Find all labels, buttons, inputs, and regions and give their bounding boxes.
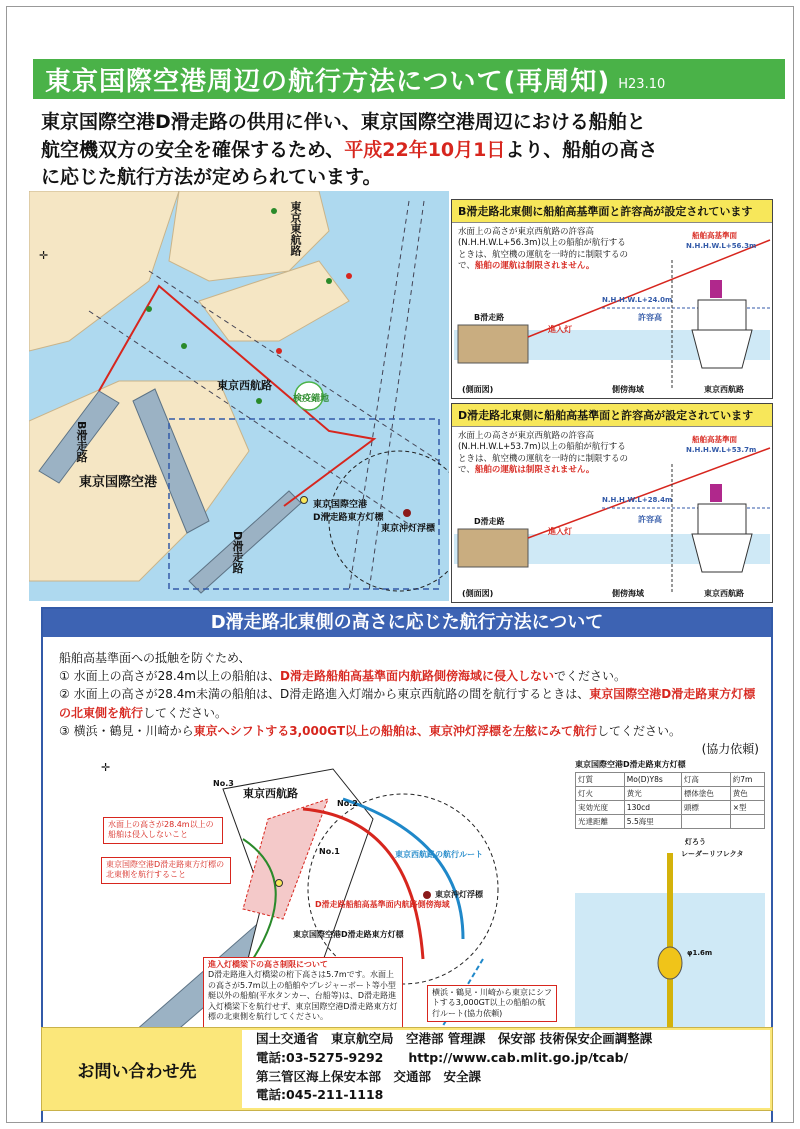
- panel-b-header: B滑走路北東側に船舶高基準面と許容高が設定されています: [452, 200, 772, 223]
- compass-icon: ✛: [39, 249, 49, 262]
- rule-2-red: 東京国際空港D滑走路東方灯標の北東側を航行: [59, 687, 756, 720]
- rule-1: [59, 667, 759, 685]
- overview-map: [29, 191, 449, 601]
- spec-cell: 約7m: [730, 773, 764, 787]
- intro-line-1: 東京国際空港D滑走路の供用に伴い、東京国際空港周辺における船舶と: [41, 111, 646, 133]
- spec-cell: ×型: [730, 801, 764, 815]
- light-beacon-spec: [575, 759, 765, 1059]
- spec-cell: 黄色: [730, 787, 764, 801]
- rule-1-red: D滑走路船舶高基準面内航路側傍海域: [279, 669, 482, 684]
- spec-cell: 光達距離: [576, 815, 625, 829]
- spec-cell: 標体塗色: [681, 787, 730, 801]
- section-header: D滑走路北東側の高さに応じた航行方法について: [43, 609, 771, 637]
- map2-no1: No.1: [319, 847, 340, 856]
- panel-b-allow-val: N.H.H.W.L+24.0m: [602, 296, 673, 304]
- west-route-label: 東京西航路: [217, 379, 272, 392]
- rule-3-red: 東京へシフトする3,000GT以上の船舶は、東京沖灯浮標を左舷にみて航行: [193, 723, 598, 738]
- panel-runway-d: [451, 403, 773, 603]
- intro-line-2a: 航空機双方の安全を確保するため、: [41, 138, 345, 161]
- map2-buoy: 東京沖灯浮標: [435, 890, 483, 899]
- issue-date: H23.10: [618, 76, 666, 92]
- rule-2: [59, 685, 759, 721]
- panel-d-ref-val: N.H.H.W.L+53.7m: [686, 446, 757, 454]
- map2-box: [203, 957, 403, 1035]
- map2-east-route: 東京西航路の航行ルート: [395, 850, 483, 859]
- anchorage-label: 検疫錨地: [293, 394, 330, 404]
- panel-b-approach: 進入灯: [548, 325, 572, 334]
- compass-2-icon: ✛: [101, 761, 111, 774]
- panel-runway-b: [451, 199, 773, 399]
- panel-d-allow-val: N.H.H.W.L+28.4m: [602, 496, 673, 504]
- spec-row: [576, 801, 765, 815]
- panel-d-view: (側面図): [462, 589, 494, 598]
- effective-date: 平成22年10月1日: [344, 138, 506, 161]
- map2-no3: No.3: [213, 779, 234, 788]
- contact-label: お問い合わせ先: [77, 1061, 197, 1082]
- airport-label: 東京国際空港: [79, 475, 158, 490]
- spec-cell: 実効光度: [576, 801, 625, 815]
- contact-line-1: 国土交通省 東京航空局 空港部 管理課 保安部 技術保安企画調整課: [256, 1031, 653, 1046]
- panel-b-side: 側傍海域: [612, 385, 644, 394]
- spec-cell: 灯高: [681, 773, 730, 787]
- contact-line-3: 第三管区海上保安本部 交通部 安全課: [256, 1068, 482, 1084]
- intro-line-3: に応じた航行方法が定められています。: [41, 166, 382, 189]
- spec-diameter: φ1.6m: [687, 949, 713, 957]
- rule-3: [59, 722, 759, 740]
- spec-cell: 頭標: [681, 801, 730, 815]
- rules-list: [59, 649, 759, 758]
- title-bar: [33, 59, 785, 99]
- panel-d-runway: D滑走路: [474, 517, 505, 526]
- map2-shift: 横浜・鶴見・川崎から東京にシフトする3,000GT以上の船舶の航行ルート(協力依頼): [427, 985, 557, 1022]
- contact-box: [41, 1027, 773, 1111]
- contact-line-2[interactable]: 電話:03-5275-9292 http://www.cab.mlit.go.jp/tcab/: [256, 1049, 629, 1065]
- intro-line-2b: より、船舶の高さ: [505, 138, 658, 161]
- rule-1-b: に侵入しない: [481, 669, 554, 684]
- rules-lead: 船舶高基準面への抵触を防ぐため、: [59, 651, 251, 665]
- map2-box-text: D滑走路進入灯橋梁の桁下高さは5.7mです。水面上の高さが5.7m以上の船舶やプレジャーボート等小型艇以外の船舶(平水タンカー、台船等)は、D滑走路進入灯橋梁下を航行せず、東京国際空港D滑走路東方灯標の北東側を航行してください。: [208, 970, 398, 1021]
- panel-d-approach: 進入灯: [548, 527, 572, 536]
- east-channel-label: 東京東航路: [289, 201, 302, 256]
- map2-light: 東京国際空港D滑走路東方灯標: [293, 930, 404, 939]
- map2-note-2: 東京国際空港D滑走路東方灯標の北東側を航行すること: [101, 857, 231, 884]
- map2-note-1: 水面上の高さが28.4m以上の船舶は侵入しないこと: [103, 817, 223, 844]
- spec-cell: 黄光: [624, 787, 681, 801]
- spec-row: [576, 815, 765, 829]
- spec-cell: 5.5海里: [624, 815, 681, 829]
- spec-reflector: レーダーリフレクタ: [681, 850, 744, 858]
- panel-b-view: (側面図): [462, 385, 494, 394]
- panel-d-allow-label: 許容高: [638, 515, 662, 524]
- spec-lamp: 灯ろう: [685, 838, 706, 846]
- panel-d-route: 東京西航路: [704, 589, 744, 598]
- panel-b-text-body: 水面上の高さが東京西航路の許容高(N.H.H.W.L+56.3m)以上の船舶が航行するときは、航空機の運航を一時的に制限するので、: [458, 227, 629, 272]
- spec-cell: 灯火: [576, 787, 625, 801]
- spec-row: [576, 773, 765, 787]
- rule-3-b: してください。: [597, 723, 682, 738]
- rule-1-a: ① 水面上の高さが28.4m以上の船舶は、: [59, 669, 280, 684]
- beacon-diagram: [575, 833, 765, 1053]
- map2-no2: No.2: [337, 799, 358, 808]
- panel-b-allow-label: 許容高: [638, 313, 662, 322]
- east-light-label: 東京国際空港 D滑走路東方灯標: [313, 500, 384, 523]
- contact-line-4: 電話:045-211-1118: [256, 1087, 384, 1103]
- rule-1-c: でください。: [553, 669, 626, 684]
- panel-b-text-red: 船舶の運航は制限されません。: [474, 261, 595, 272]
- page: [6, 6, 794, 1123]
- runway-d-label: D滑走路: [231, 531, 244, 574]
- panel-d-ref: 船舶高基準面: [692, 435, 737, 444]
- spec-row: [576, 787, 765, 801]
- page-title: 東京国際空港周辺の航行方法について(再周知): [45, 66, 611, 97]
- panel-b-route: 東京西航路: [704, 385, 744, 394]
- panel-b-runway: B滑走路: [474, 313, 505, 322]
- rule-3-a: ③ 横浜・鶴見・川崎から: [59, 723, 194, 738]
- map2-route: 東京西航路: [243, 787, 298, 800]
- spec-title: 東京国際空港D滑走路東方灯標: [575, 760, 686, 769]
- panel-d-header: D滑走路北東側に船舶高基準面と許容高が設定されています: [452, 404, 772, 427]
- panel-d-text-red: 船舶の運航は制限されません。: [474, 465, 595, 476]
- map2-zone: D滑走路船舶高基準面内航路側傍海域: [315, 900, 450, 909]
- runway-b-label: B滑走路: [75, 421, 88, 463]
- map2-box-title: 進入灯橋梁下の高さ制限について: [208, 960, 328, 969]
- intro-text: [41, 109, 781, 192]
- coop-label: (協力依頼): [701, 742, 759, 757]
- panel-d-text-body: 水面上の高さが東京西航路の許容高(N.H.H.W.L+53.7m)以上の船舶が航行するときは、航空機の運航を一時的に制限するので、: [458, 431, 629, 476]
- spec-cell: Mo(D)Y8s: [624, 773, 681, 787]
- intro-line-2: [41, 137, 781, 165]
- rule-2-b: してください。: [143, 705, 228, 720]
- spec-cell: [730, 815, 764, 829]
- panel-b-ref-val: N.H.H.W.L+56.3m: [686, 242, 757, 250]
- contact-details: [242, 1030, 770, 1108]
- spec-cell: 灯質: [576, 773, 625, 787]
- panel-b-ref: 船舶高基準面: [692, 231, 737, 240]
- spec-cell: 130cd: [624, 801, 681, 815]
- spec-cell: [681, 815, 730, 829]
- buoy-label: 東京沖灯浮標: [381, 524, 436, 534]
- panel-d-side: 側傍海域: [612, 589, 644, 598]
- rule-2-a: ② 水面上の高さが28.4m未満の船舶は、D滑走路進入灯端から東京西航路の間を航行するときは、: [59, 687, 590, 702]
- spec-table: [575, 772, 765, 829]
